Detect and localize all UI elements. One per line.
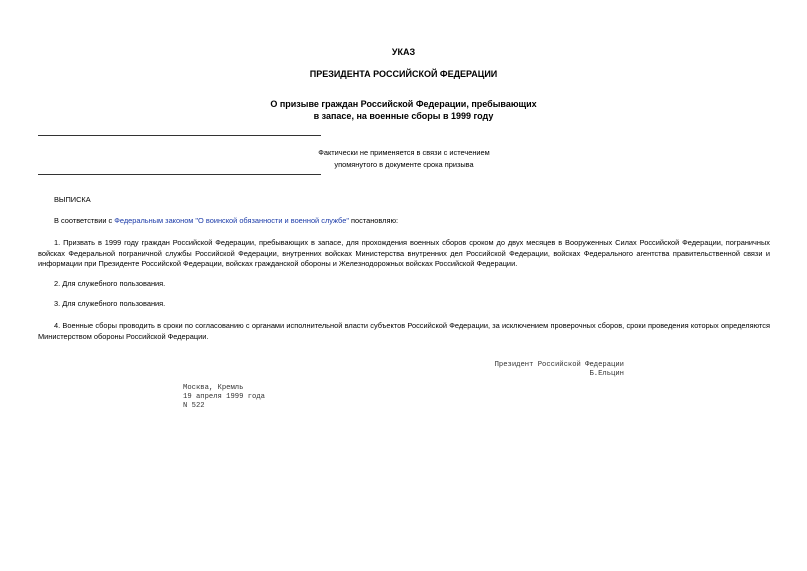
issue-details [183, 384, 265, 411]
federal-law-link[interactable]: Федеральным законом "О воинской обязанности и военной службе" [114, 216, 349, 225]
document-heading-line-1: О призыве граждан Российской Федерации, пребывающих [270, 99, 537, 109]
paragraph-3: 3. Для служебного пользования. [54, 299, 166, 308]
issue-date: 19 апреля 1999 года [183, 393, 265, 401]
paragraph-1: 1. Призвать в 1999 году граждан Российской Федерации, пребывающих в запасе, для прохождения военных сборов сроком до двух месяцев в Вооруженных Силах Российской Федерации, пограничных войсках Федеральной пограничной службы Российской Федерации, внутренних войсках Министерства внутренних дел Российской Федерации, войсках Федерального агентства правительственной связи и информации при Президенте Российской Федерации, войсках гражданской обороны и Железнодорожных войсках Российской Федерации. [38, 238, 770, 268]
issuer-title: ПРЕЗИДЕНТА РОССИЙСКОЙ ФЕДЕРАЦИИ [309, 69, 498, 79]
preamble-text-after: постановляю: [348, 216, 399, 225]
signature-block [495, 361, 624, 379]
divider-bottom [38, 174, 321, 175]
preamble-paragraph [38, 216, 770, 227]
extract-label: ВЫПИСКА [54, 195, 91, 204]
signature-position: Президент Российской Федерации [494, 361, 624, 369]
preamble-text-before: В соответствии с [54, 216, 115, 225]
status-note [290, 147, 518, 171]
status-note-line-1: Фактически не применяется в связи с истечением [318, 148, 490, 157]
paragraph-4: 4. Военные сборы проводить в сроки по согласованию с органами исполнительной власти субъектов Российской Федерации, за исключением проверочных сборов, сроки проведения которых определяются Министерством обороны Российской Федерации. [38, 321, 770, 341]
document-type-title: УКАЗ [391, 47, 416, 57]
issue-place: Москва, Кремль [183, 384, 244, 392]
signature-name: Б.Ельцин [589, 370, 624, 378]
document-heading [0, 98, 807, 122]
paragraph-2: 2. Для служебного пользования. [54, 279, 166, 288]
status-note-line-2: упомянутого в документе срока призыва [334, 160, 474, 169]
document-heading-line-2: в запасе, на военные сборы в 1999 году [313, 111, 494, 121]
divider-top [38, 135, 321, 136]
document-number: N 522 [183, 402, 205, 410]
